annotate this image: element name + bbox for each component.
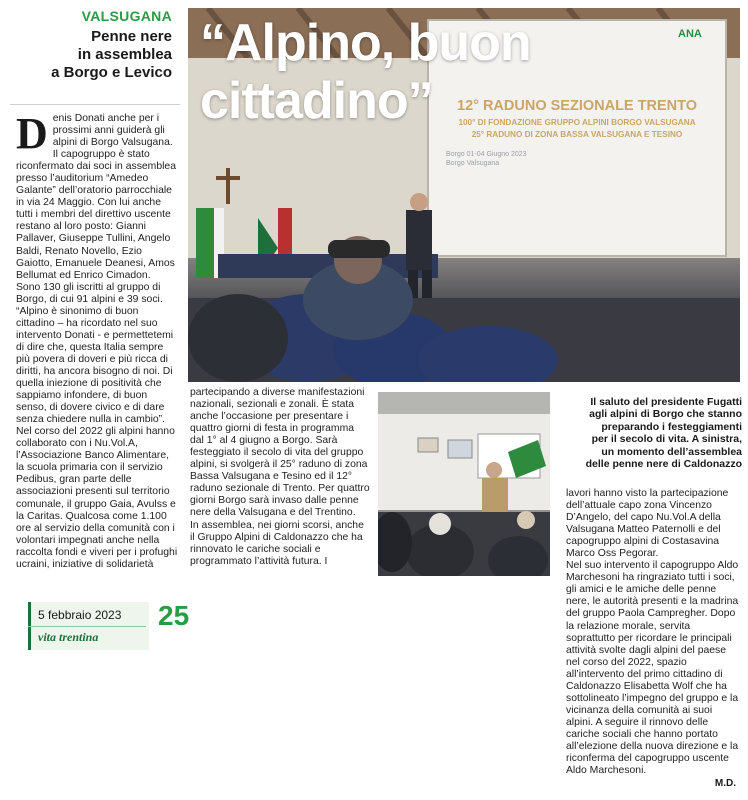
- headline-line: “Alpino, buon: [200, 14, 531, 72]
- article-column-2: [190, 387, 370, 568]
- paragraph: lavori hanno visto la partecipazione dell’attuale capo zona Vincenzo D’Angelo, del capo Nu.Vol.A della Valsugana Matteo Paternolli e del capogruppo alpini di Costasavina Marco Oss Pegorar.: [566, 488, 729, 560]
- caption-line: un momento dell’assemblea: [601, 445, 742, 458]
- banner-title: 12° RADUNO SEZIONALE TRENTO: [457, 98, 697, 114]
- paragraph: enis Donati anche per i prossimi anni guiderà gli alpini di Borgo Valsugana. Il capogruppo è stato riconfermato dai soci in assemblea presso l’auditorium “Amedeo Galante” dell’oratorio parrocchiale in via 24 Maggio. Con lui anche tutti i membri del direttivo uscente restano al loro posto: Gianni Pallaver, Giuseppe Tullini, Angelo Baldi, Renato Novello, Ezio Gaiotto, Emanuele Deanesi, Amos Bellumat ed Enrico Cimadon.: [16, 113, 176, 281]
- issue-date: 5 febbraio 2023: [38, 608, 122, 622]
- footer-divider: [28, 626, 146, 627]
- caption-line: per il secolo di vita. A sinistra,: [591, 433, 742, 446]
- ana-logo: ANA: [678, 28, 702, 40]
- author-signature: M.D.: [714, 778, 736, 789]
- drop-cap: D: [16, 109, 48, 158]
- headline-line: cittadino”: [200, 72, 433, 130]
- section-label: VALSUGANA: [81, 8, 172, 24]
- caption-line: Il saluto del presidente Fugatti: [590, 396, 742, 408]
- article-column-1: [16, 109, 180, 571]
- publication-name: vita trentina: [38, 630, 99, 644]
- banner-subtitle: 25° RADUNO DI ZONA BASSA VALSUGANA E TESINO: [471, 130, 683, 139]
- assembly-photo: [378, 392, 550, 576]
- paragraph: Nel corso del 2022 gli alpini hanno collaborato con i Nu.Vol.A, l’Associazione Banco Alimentare, la scuola primaria con il servizio Pedibus, gran parte delle associazioni presenti sul territorio comunale, il gruppo Gaia, Avulss e la Caritas. Qualcosa come 1.100 ore al servizio della comunità con i volontari impegnati anche nella raccolta fondi e viveri per i profughi ucraini, iniziative di solidarietà: [16, 426, 178, 570]
- banner-date: Borgo 01-04 Giugno 2023: [446, 151, 527, 158]
- photo-caption: [572, 396, 742, 470]
- column-divider: [10, 104, 180, 105]
- paragraph: In assemblea, nei giorni scorsi, anche il Gruppo Alpini di Caldonazzo che ha rinnovato le cariche sociali e programmato l’attività futura. I: [190, 519, 364, 567]
- page-number: 25: [158, 600, 190, 631]
- paragraph: Sono 130 gli iscritti al gruppo di Borgo, di cui 91 alpini e 39 soci. “Alpino è sinonimo di buon cittadino – ha ricordato nel suo intervento Donati - e permettetemi di dire che, questa Italia sempre più povera di doveri e più ricca di diritti, ha ancora bisogno di noi. Di quella iniezione di positività che sappiamo infondere, di buon senso, di dovere civico e di dare senza chiedere nulla in cambio”.: [16, 281, 174, 426]
- caption-line: agli alpini di Borgo che stanno: [589, 408, 742, 421]
- caption-line: preparando i festeggiamenti: [601, 420, 742, 433]
- subheadline-line: a Borgo e Levico: [51, 64, 172, 81]
- headline: [200, 14, 560, 130]
- banner-subtitle: 100° DI FONDAZIONE GRUPPO ALPINI BORGO VALSUGANA: [458, 118, 696, 127]
- subheadline-line: in assemblea: [77, 46, 172, 63]
- banner-place: Borgo Valsugana: [446, 160, 500, 167]
- subheadline: [20, 28, 172, 82]
- paragraph: partecipando a diverse manifestazioni nazionali, sezionali e zonali. È stata anche l’occasione per presentare i quattro giorni di festa in programma dal 1° al 4 giugno a Borgo. Sarà festeggiato il secolo di vita del gruppo alpini, si svolgerà il 25° raduno di zona Bassa Valsugana e Tesino ed il 12° raduno sezionale di Trento. Per quattro giorni Borgo sarà invaso dalle penne nere della Valsugana e del Trentino.: [190, 387, 370, 519]
- paragraph: Nel suo intervento il capogruppo Aldo Marchesoni ha ringraziato tutti i soci, gli amici e le amiche delle penne nere, le autorità presenti e la madrina del gruppo Paola Campregher. Dopo la relazione morale, servita soprattutto per ricordare le principali attività svolte dagli alpini del paese nel corso del 2022, spazio all’intervento del primo cittadino di Caldonazzo Elisabetta Wolf che ha sottolineato l’impegno del gruppo e la vicinanza della comunità ai suoi alpini. A seguire il rinnovo delle cariche sociali che hanno portato all’elezione della nuova direzione e la riconferma del capogruppo uscente Aldo Marchesoni.: [566, 560, 739, 777]
- caption-line: delle penne nere di Caldonazzo: [585, 458, 742, 471]
- article-column-3: [566, 488, 742, 777]
- subheadline-line: Penne nere: [91, 28, 172, 45]
- assembly-photo-illustration: [378, 392, 550, 576]
